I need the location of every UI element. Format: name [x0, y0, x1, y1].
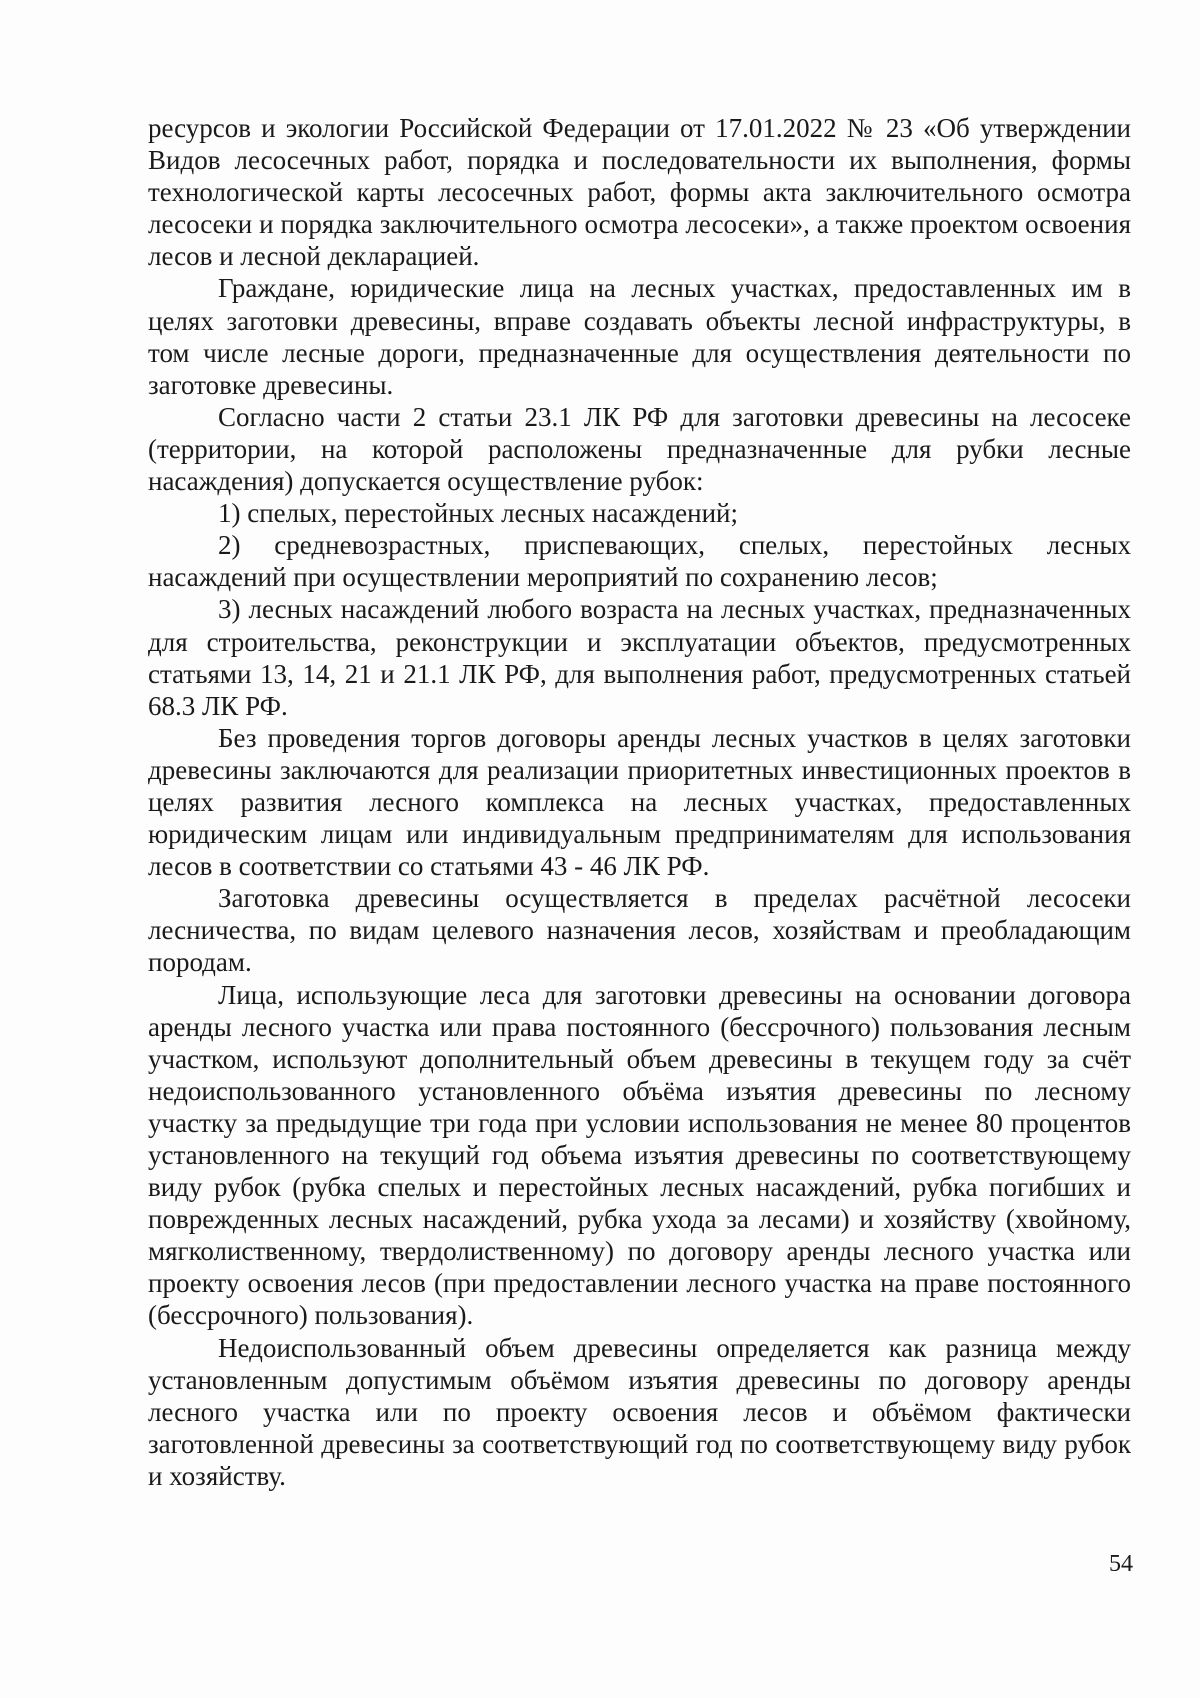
list-item-2: 2) средневозрастных, приспевающих, спелых, перестойных лесных насаждений при осуществлении мероприятий по сохранению лесов; [148, 530, 1131, 593]
paragraph-article-23-1: Согласно части 2 статьи 23.1 ЛК РФ для заготовки древесины на лесосеке (территории, на которой расположены предназначенные для рубки лесные насаждения) допускается осуществление рубок: [148, 401, 1131, 497]
paragraph-infrastructure: Граждане, юридические лица на лесных участках, предоставленных им в целях заготовки древесины, вправе создавать объекты лесной инфраструктуры, в том числе лесные дороги, предназначенные для осуществления деятельности по заготовке древесины. [148, 273, 1131, 400]
document-body [148, 112, 1131, 1492]
list-item-3: 3) лесных насаждений любого возраста на лесных участках, предназначенных для строительства, реконструкции и эксплуатации объектов, предусмотренных статьями 13, 14, 21 и 21.1 ЛК РФ, для выполнения работ, предусмотренных статьей 68.3 ЛК РФ. [148, 594, 1131, 721]
paragraph-additional-volume: Лица, использующие леса для заготовки древесины на основании договора аренды лесного участка или права постоянного (бессрочного) пользования лесным участком, используют дополнительный объем древесины в текущем году за счёт недоиспользованного установленного объёма изъятия древесины по лесному участку за предыдущие три года при условии использования не менее 80 процентов установленного на текущий год объема изъятия древесины по соответствующему виду рубок (рубка спелых и перестойных лесных насаждений, рубка погибших и поврежденных лесных насаждений, рубка ухода за лесами) и хозяйству (хвойному, мягколиственному, твердолиственному) по договору аренды лесного участка или проекту освоения лесов (при предоставлении лесного участка на праве постоянного (бессрочного) пользования). [148, 979, 1131, 1331]
paragraph-continuation: ресурсов и экологии Российской Федерации от 17.01.2022 № 23 «Об утверждении Видов лесосечных работ, порядка и последовательности их выполнения, формы технологической карты лесосечных работ, формы акта заключительного осмотра лесосеки и порядка заключительного осмотра лесосеки», а также проектом освоения лесов и лесной декларацией. [148, 113, 1131, 272]
page-number: 54 [1109, 1551, 1133, 1577]
list-item-1: 1) спелых, перестойных лесных насаждений; [218, 498, 738, 529]
paragraph-unused-volume: Недоиспользованный объем древесины определяется как разница между установленным допустимым объёмом изъятия древесины по договору аренды лесного участка или по проекту освоения лесов и объёмом фактически заготовленной древесины за соответствующий год по соответствующему виду рубок и хозяйству. [148, 1332, 1131, 1491]
paragraph-harvesting-limits: Заготовка древесины осуществляется в пределах расчётной лесосеки лесничества, по видам целевого назначения лесов, хозяйствам и преобладающим породам. [148, 883, 1131, 978]
paragraph-lease-without-auction: Без проведения торгов договоры аренды лесных участков в целях заготовки древесины заключаются для реализации приоритетных инвестиционных проектов в целях развития лесного комплекса на лесных участках, предоставленных юридическим лицам или индивидуальным предпринимателям для использования лесов в соответствии со статьями 43 - 46 ЛК РФ. [148, 722, 1131, 882]
